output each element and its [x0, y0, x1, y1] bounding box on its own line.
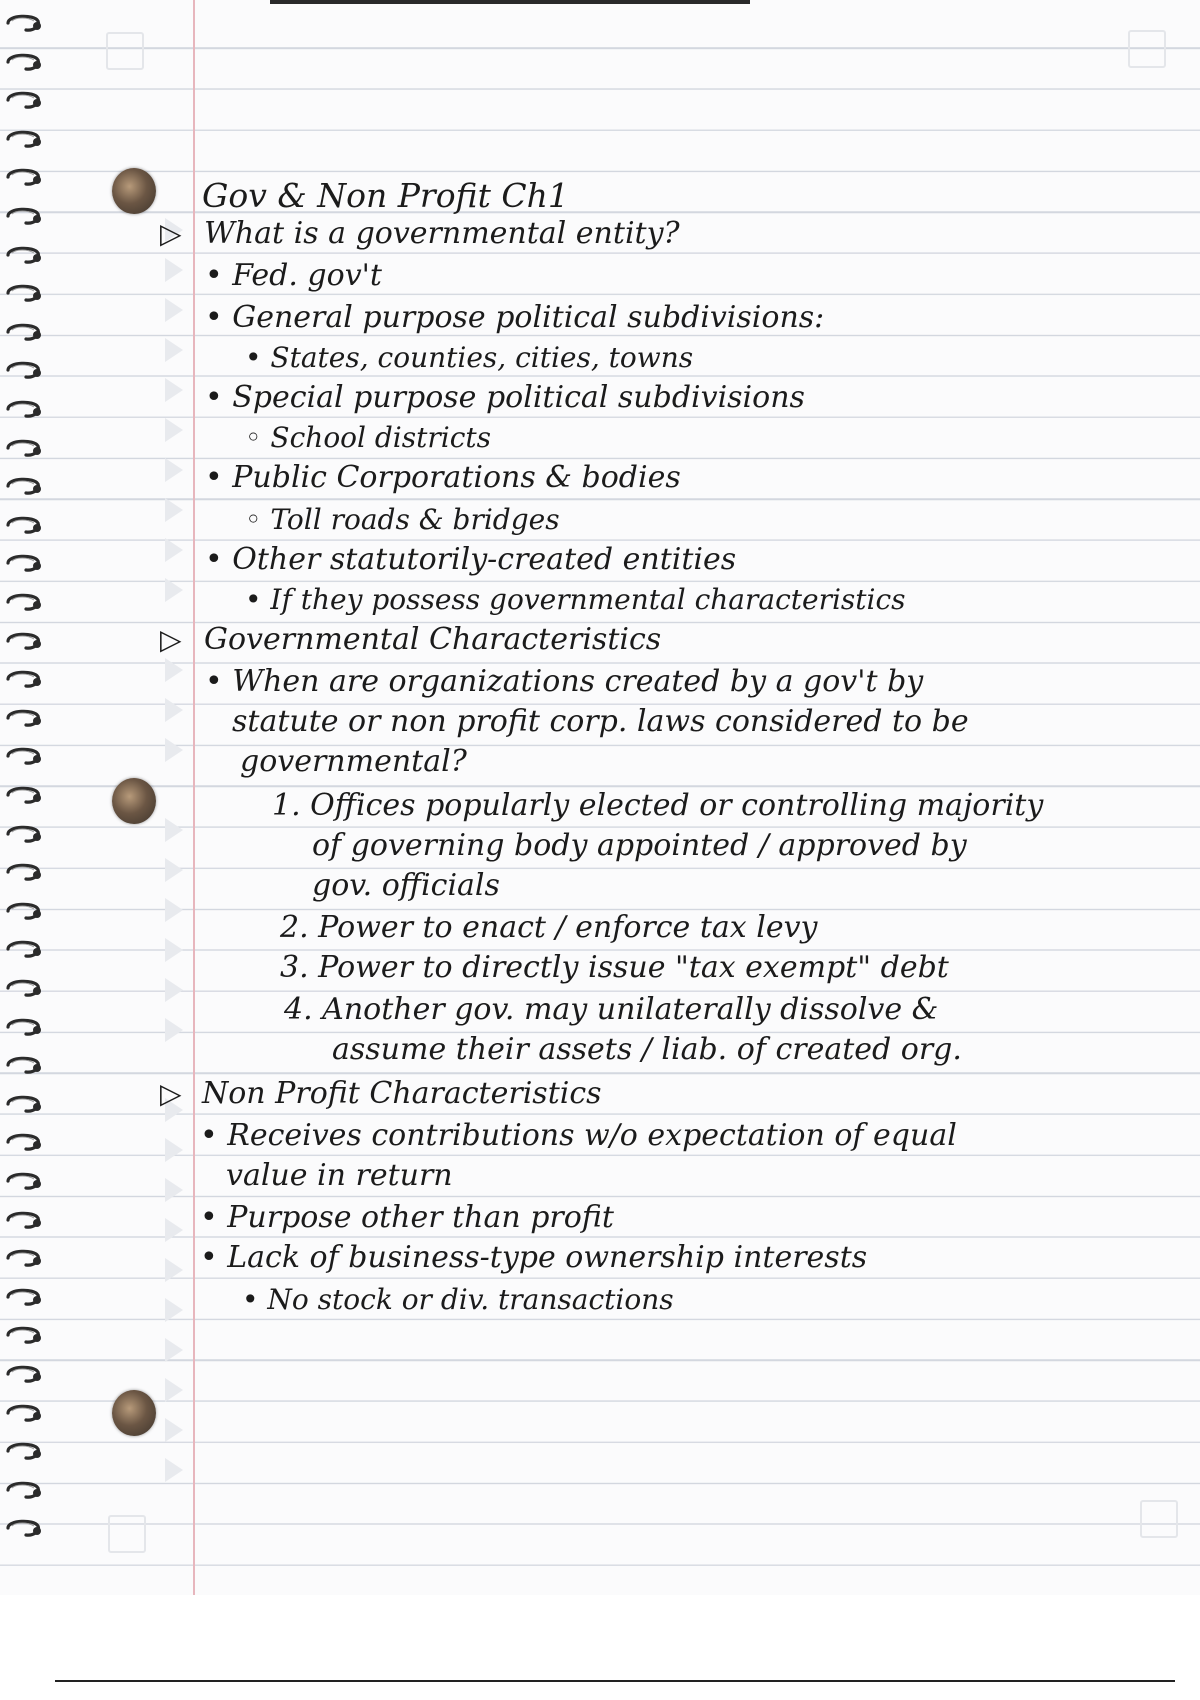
- bullet-item: • Receives contributions w/o expectation of equal: [200, 1118, 957, 1153]
- continuation-line: value in return: [226, 1158, 453, 1193]
- bullet-item: • Lack of business-type ownership interests: [200, 1240, 868, 1275]
- sub-bullet-item: ◦ School districts: [245, 421, 492, 454]
- bullet-item: • Special purpose political subdivisions: [205, 380, 805, 415]
- numbered-item: 4. Another gov. may unilaterally dissolve &: [284, 992, 939, 1027]
- continuation-line: governmental?: [240, 744, 467, 779]
- section-heading: What is a governmental entity?: [204, 216, 680, 251]
- sub-bullet-item: • No stock or div. transactions: [242, 1283, 674, 1316]
- section-heading: Governmental Characteristics: [204, 622, 662, 657]
- continuation-line: of governing body appointed / approved by: [312, 828, 967, 863]
- continuation-line: statute or non profit corp. laws considered to be: [232, 704, 969, 739]
- sub-bullet-item: ◦ Toll roads & bridges: [245, 503, 560, 536]
- continuation-line: assume their assets / liab. of created org.: [332, 1032, 962, 1067]
- numbered-item: 2. Power to enact / enforce tax levy: [280, 910, 818, 945]
- section-marker: ▷: [160, 217, 182, 250]
- bullet-item: • Other statutorily-created entities: [205, 542, 737, 577]
- note-title: Gov & Non Profit Ch1: [202, 176, 569, 215]
- bullet-item: • When are organizations created by a gov't by: [205, 664, 924, 699]
- section-marker: ▷: [160, 623, 182, 656]
- bullet-item: • Public Corporations & bodies: [205, 460, 681, 495]
- sub-bullet-item: • If they possess governmental characteristics: [245, 583, 906, 616]
- numbered-item: 1. Offices popularly elected or controlling majority: [272, 788, 1044, 823]
- bullet-item: • Fed. gov't: [205, 258, 382, 293]
- sub-bullet-item: • States, counties, cities, towns: [245, 341, 694, 374]
- bottom-rule: [55, 1680, 1175, 1682]
- section-marker: ▷: [160, 1077, 182, 1110]
- bullet-item: • General purpose political subdivisions:: [205, 300, 825, 335]
- numbered-item: 3. Power to directly issue "tax exempt" debt: [280, 950, 949, 985]
- section-heading: Non Profit Characteristics: [202, 1076, 602, 1111]
- continuation-line: gov. officials: [312, 868, 500, 903]
- bullet-item: • Purpose other than profit: [200, 1200, 614, 1235]
